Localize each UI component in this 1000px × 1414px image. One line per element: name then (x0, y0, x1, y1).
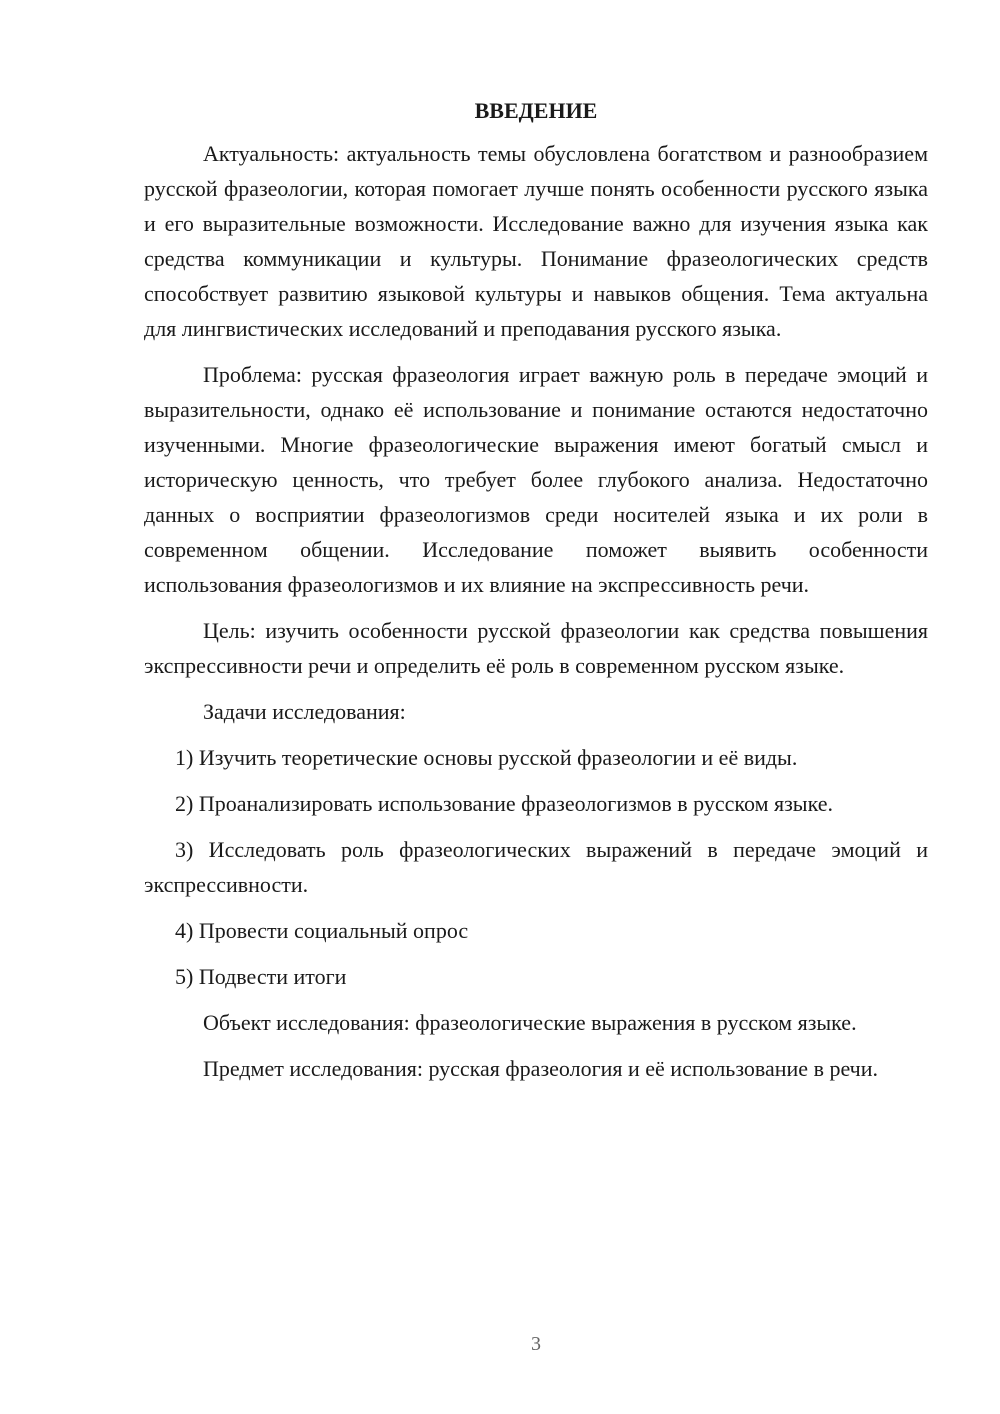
goal-paragraph: Цель: изучить особенности русской фразеологии как средства повышения экспрессивности речи и определить её роль в современном русском языке. (144, 618, 928, 678)
page-number: 3 (531, 1333, 541, 1355)
tasks-heading: Задачи исследования: (203, 699, 406, 724)
task-item: 1) Изучить теоретические основы русской фразеологии и её виды. (175, 745, 798, 770)
section-title: ВВЕДЕНИЕ (474, 98, 598, 123)
document-page (144, 93, 928, 1097)
relevance-paragraph: Актуальность: актуальность темы обусловлена богатством и разнообразием русской фразеологии, которая помогает лучше понять особенности русского языка и его выразительные возможности. Исследование важно для изучения языка как средства коммуникации и культуры. Понимание фразеологических средств способствует развитию языковой культуры и навыков общения. Тема актуальна для лингвистических исследований и преподавания русского языка. (144, 141, 928, 341)
task-item: 3) Исследовать роль фразеологических выражений в передаче эмоций и экспрессивности. (144, 837, 928, 897)
task-item: 2) Проанализировать использование фразеологизмов в русском языке. (175, 791, 833, 816)
object-paragraph: Объект исследования: фразеологические выражения в русском языке. (203, 1010, 857, 1035)
tasks-list (144, 740, 928, 994)
subject-paragraph: Предмет исследования: русская фразеология и её использование в речи. (203, 1056, 879, 1081)
task-item: 5) Подвести итоги (175, 964, 347, 989)
task-item: 4) Провести социальный опрос (175, 918, 469, 943)
problem-paragraph: Проблема: русская фразеология играет важную роль в передаче эмоций и выразительности, однако её использование и понимание остаются недостаточно изученными. Многие фразеологические выражения имеют богатый смысл и историческую ценность, что требует более глубокого анализа. Недостаточно данных о восприятии фразеологизмов среди носителей языка и их роли в современном общении. Исследование поможет выявить особенности использования фразеологизмов и их влияние на экспрессивность речи. (144, 362, 928, 597)
